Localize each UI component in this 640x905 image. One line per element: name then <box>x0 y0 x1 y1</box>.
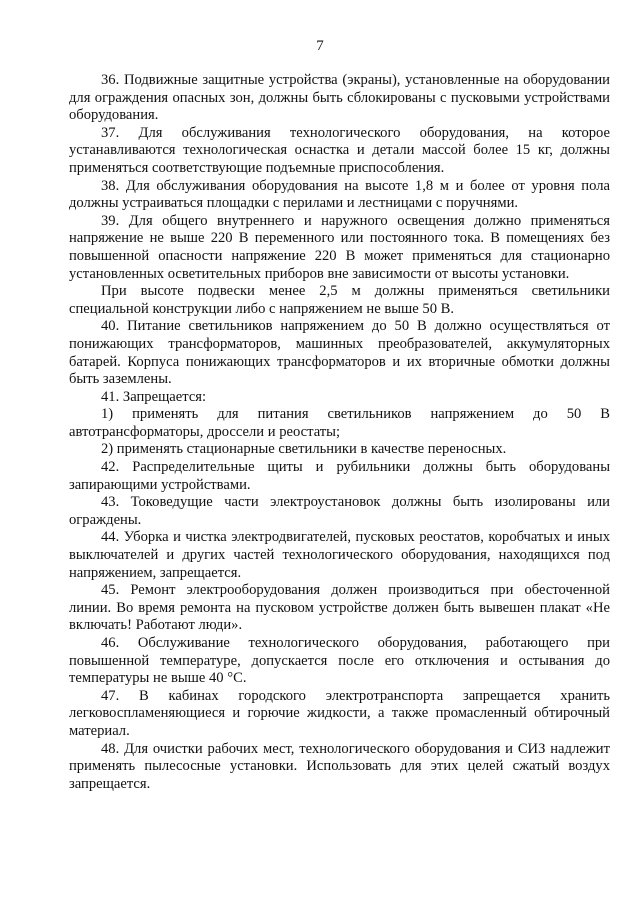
paragraph-41-item-2: 2) применять стационарные светильники в качестве переносных. <box>101 441 507 458</box>
paragraph-43: 43. Токоведущие части электроустановок должны быть изолированы или ограждены. <box>69 494 610 528</box>
document-body <box>69 72 610 793</box>
page-number: 7 <box>316 38 324 54</box>
paragraph-45: 45. Ремонт электрооборудования должен производиться при обесточенной линии. Во время ремонта на пусковом устройстве должен быть вывешен плакат «Не включать! Работают люди». <box>69 582 610 634</box>
paragraph-47: 47. В кабинах городского электротранспорта запрещается хранить легковоспламеняющиеся и горючие жидкости, а также промасленный обтирочный материал. <box>69 687 610 739</box>
paragraph-46: 46. Обслуживание технологического оборудования, работающего при повышенной температуре, допускается после его отключения и остывания до температуры не выше 40 °С. <box>69 635 610 687</box>
paragraph-42: 42. Распределительные щиты и рубильники должны быть оборудованы запирающими устройствами. <box>69 459 610 493</box>
paragraph-39: 39. Для общего внутреннего и наружного освещения должно применяться напряжение не выше 220 В переменного или постоянного тока. В помещениях без повышенной опасности напряжение 220 В может применяться для стационарно установленных осветительных приборов вне зависимости от высоты установки. <box>69 212 610 282</box>
paragraph-36: 36. Подвижные защитные устройства (экраны), установленные на оборудовании для ограждения опасных зон, должны быть сблокированы с пусковыми устройствами оборудования. <box>69 72 610 124</box>
paragraph-44: 44. Уборка и чистка электродвигателей, пусковых реостатов, коробчатых и иных выключателей и других частей технологического оборудования, находящихся под напряжением, запрещается. <box>69 529 610 581</box>
paragraph-38: 38. Для обслуживания оборудования на высоте 1,8 м и более от уровня пола должны устраиваться площадки с перилами и лестницами с поручнями. <box>69 177 610 212</box>
paragraph-37: 37. Для обслуживания технологического оборудования, на которое устанавливаются технологическая оснастка и детали массой более 15 кг, должны применяться соответствующие подъемные приспособления. <box>69 124 610 176</box>
paragraph-41-item-1: 1) применять для питания светильников напряжением до 50 В автотрансформаторы, дроссели и реостаты; <box>69 406 610 440</box>
paragraph-41: 41. Запрещается: <box>101 388 207 405</box>
paragraph-39-continued: При высоте подвески менее 2,5 м должны применяться светильники специальной конструкции либо с напряжением не выше 50 В. <box>69 283 610 317</box>
paragraph-48: 48. Для очистки рабочих мест, технологического оборудования и СИЗ надлежит применять пылесосные установки. Использовать для этих целей сжатый воздух запрещается. <box>69 740 610 792</box>
paragraph-40: 40. Питание светильников напряжением до 50 В должно осуществляться от понижающих трансформаторов, машинных преобразователей, аккумуляторных батарей. Корпуса понижающих трансформаторов и их вторичные обмотки должны быть заземлены. <box>69 318 610 388</box>
